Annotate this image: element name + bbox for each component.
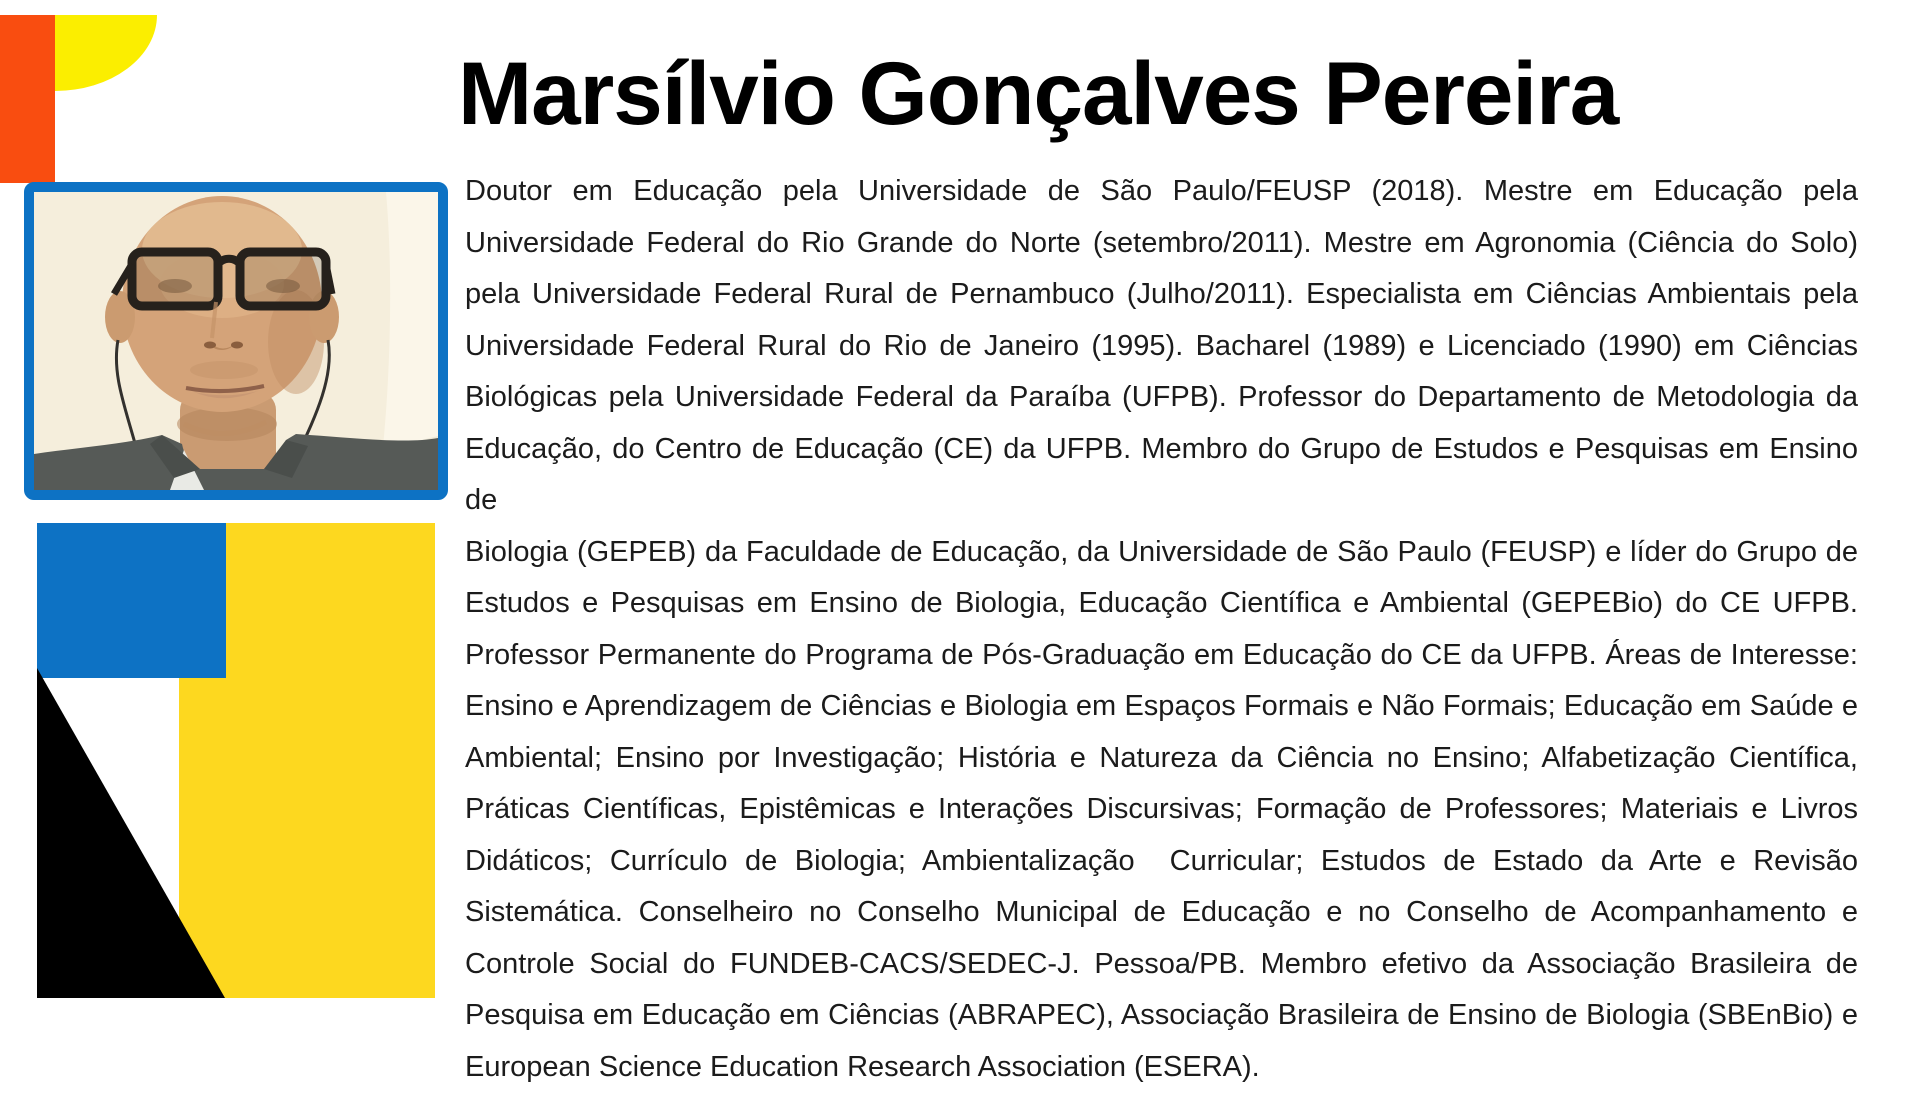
bio-line: Controle Social do FUNDEB-CACS/SEDEC-J. Pessoa/PB. Membro efetivo da Associação Brasileira de [465, 939, 1858, 991]
bio-line: Doutor em Educação pela Universidade de São Paulo/FEUSP (2018). Mestre em Educação pela [465, 166, 1858, 218]
bio-line: Biologia (GEPEB) da Faculdade de Educação, da Universidade de São Paulo (FEUSP) e líder do Grupo de [465, 527, 1858, 579]
bio-line: Estudos e Pesquisas em Ensino de Biologia, Educação Científica e Ambiental (GEPEBio) do CE UFPB. [465, 578, 1858, 630]
bio-line: Educação, do Centro de Educação (CE) da UFPB. Membro do Grupo de Estudos e Pesquisas em Ensino de [465, 424, 1858, 527]
bio-line: Universidade Federal Rural do Rio de Janeiro (1995). Bacharel (1989) e Licenciado (1990) em Ciências [465, 321, 1858, 373]
bio-line: pela Universidade Federal Rural de Pernambuco (Julho/2011). Especialista em Ciências Ambientais pela [465, 269, 1858, 321]
bio-line: Professor Permanente do Programa de Pós-Graduação em Educação do CE da UFPB. Áreas de Interesse: [465, 630, 1858, 682]
yellow-quarter-circle-shape [55, 15, 157, 91]
profile-photo [34, 192, 438, 490]
bio-line: Didáticos; Currículo de Biologia; Ambientalização Curricular; Estudos de Estado da Arte e Revisão [465, 836, 1858, 888]
bio-line: European Science Education Research Association (ESERA). [465, 1042, 1858, 1093]
page-title: Marsílvio Gonçalves Pereira [458, 49, 1618, 138]
bio-line: Ensino e Aprendizagem de Ciências e Biologia em Espaços Formais e Não Formais; Educação em Saúde e [465, 681, 1858, 733]
profile-photo-frame [24, 182, 448, 500]
bio-line: Pesquisa em Educação em Ciências (ABRAPEC), Associação Brasileira de Ensino de Biologia (SBEnBio) e [465, 990, 1858, 1042]
bio-line: Universidade Federal do Rio Grande do Norte (setembro/2011). Mestre em Agronomia (Ciência do Solo) [465, 218, 1858, 270]
orange-bar-shape [0, 15, 55, 183]
bio-line: Ambiental; Ensino por Investigação; História e Natureza da Ciência no Ensino; Alfabetização Científica, [465, 733, 1858, 785]
bio-paragraph [465, 166, 1858, 1093]
bio-line: Práticas Científicas, Epistêmicas e Interações Discursivas; Formação de Professores; Materiais e Livros [465, 784, 1858, 836]
bio-line: Biológicas pela Universidade Federal da Paraíba (UFPB). Professor do Departamento de Metodologia da [465, 372, 1858, 424]
bio-line: Sistemática. Conselheiro no Conselho Municipal de Educação e no Conselho de Acompanhamento e [465, 887, 1858, 939]
blue-square-shape [37, 523, 226, 678]
